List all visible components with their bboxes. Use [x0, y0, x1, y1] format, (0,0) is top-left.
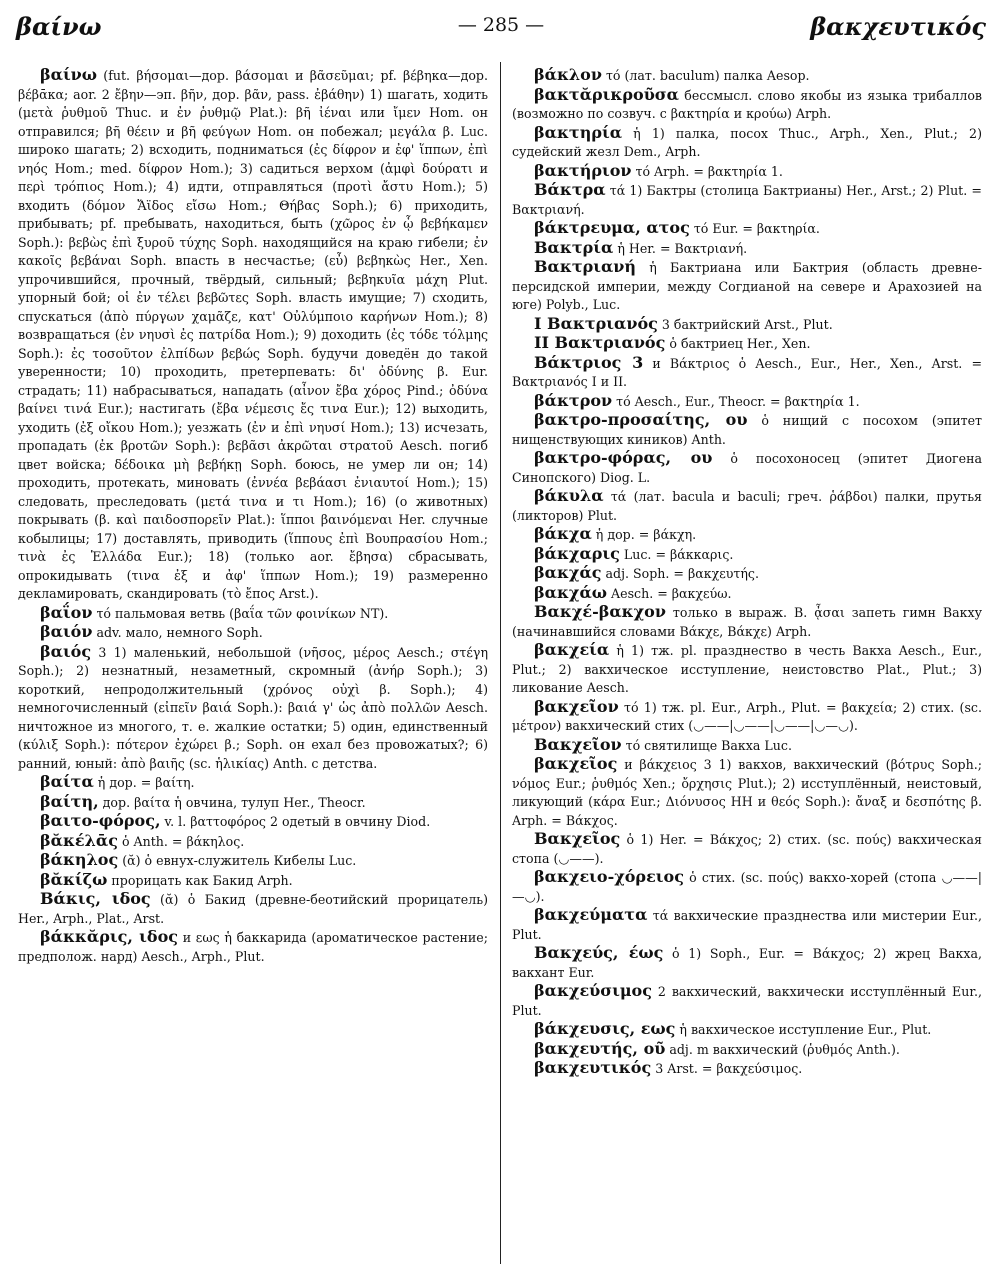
- dictionary-entry: [512, 487, 982, 525]
- entry-definition: adj. Soph. = βακχευτής.: [605, 566, 759, 581]
- dictionary-entry: [18, 812, 488, 832]
- entry-definition: (ᾰ) ὁ евнух-служитель Кибелы Luc.: [122, 853, 357, 868]
- entry-headword: βακχεία: [534, 640, 610, 659]
- entry-definition: ὁ 1) Soph., Eur. = Βάκχος; 2) жрец Вакха, вакхант Eur.: [512, 946, 983, 980]
- header-last-word: βακχευτικός: [810, 12, 986, 41]
- dictionary-entry: [512, 315, 982, 335]
- entry-definition: и εως ἡ баккарида (ароматическое растение; предполож. нард) Aesch., Arph., Plut.: [18, 930, 489, 964]
- dictionary-entry: [512, 944, 982, 982]
- entry-headword: βάκλον: [534, 65, 602, 84]
- dictionary-entry: [512, 698, 982, 736]
- entry-definition: τό 1) тж. pl. Eur., Arph., Plut. = βακχεία; 2) стих. (sc. μέτρον) вакхический стих (◡——|◡——|◡——|◡—◡).: [512, 699, 982, 733]
- entry-definition: v. l. βαττοφόρος 2 одетый в овчину Diod.: [164, 814, 431, 829]
- dictionary-entry: [18, 604, 488, 624]
- entry-headword: βακχεύματα: [534, 905, 648, 924]
- dictionary-entry: [18, 623, 488, 643]
- dictionary-entry: [512, 545, 982, 565]
- entry-definition: (ᾰ) ὁ Бакид (древне-беотийский прорицатель) Her., Arph., Plat., Arst.: [18, 892, 488, 926]
- entry-headword: βάκκᾰρις, ιδος: [40, 927, 179, 946]
- entry-definition: Luc. = βάκκαρις.: [623, 546, 734, 562]
- dictionary-entry: [512, 411, 982, 449]
- entry-definition: Aesch. = βακχεύω.: [611, 585, 732, 601]
- page-number: — 285 —: [457, 14, 545, 36]
- entry-definition: ἡ Бактриана или Бактрия (область древне-персидской империи, между Согдианой на севере и Арахозией на юге) Polyb., Luc.: [512, 260, 982, 312]
- entry-definition: τό Aesch., Eur., Theocr. = βακτηρία 1.: [616, 393, 860, 409]
- entry-definition: ὁ посохоносец (эпитет Диогена Синопского) Diog. L.: [512, 451, 982, 485]
- dictionary-entry: [512, 564, 982, 584]
- entry-headword: βᾰκίζω: [40, 869, 108, 889]
- entry-headword: βακχειο-χόρειος: [534, 867, 684, 886]
- dictionary-entry: [512, 219, 982, 239]
- column-divider: [500, 62, 501, 1264]
- entry-definition: τό (лат. baculum) палка Aesop.: [605, 68, 810, 83]
- dictionary-entry: [18, 871, 488, 891]
- entry-definition: τά 1) Бактры (столица Бактрианы) Her., Arst.; 2) Plut. = Βακτριανή.: [512, 183, 982, 217]
- entry-definition: и Βάκτριος ὁ Aesch., Eur., Her., Xen., Arst. = Βακτριανός I и II.: [512, 355, 983, 389]
- dictionary-entry: [512, 449, 982, 487]
- entry-headword: βάκηλος: [40, 850, 119, 869]
- dictionary-entry: [512, 906, 982, 944]
- entry-definition: ὁ стих. (sc. πούς) вакхо-хорей (стопа ◡——|—◡).: [512, 870, 982, 904]
- dictionary-entry: [512, 603, 982, 641]
- entry-headword: Βάκτρα: [534, 180, 606, 199]
- entry-definition: дор. βαίτα ἡ овчина, тулуп Her., Theocr.: [102, 794, 366, 810]
- entry-definition: и βάκχειος 3 1) вакхов, вакхический (βότρυς Soph.; νόμος Eur.; ῥυθμός Xen.; ὄρχησις Plut.); 2) исступлённый, неистовый, ликующий (κάρα Eur.; Διόνυσος HH и θεός Soph.): ἄναξ и δεσπότης β. Arph. = Βάκχος.: [512, 757, 982, 828]
- entry-headword: Βακχεῖον: [534, 734, 622, 754]
- entry-definition: бессмысл. слово якобы из языка трибаллов (возможно по созвуч. с βακτηρία и κρούω) Arph.: [512, 87, 982, 121]
- entry-headword: Βάκις, ιδος: [40, 889, 151, 908]
- dictionary-entry: [512, 641, 982, 698]
- entry-definition: ἡ Her. = Βακτριανή.: [617, 240, 748, 256]
- dictionary-entry: [512, 868, 982, 906]
- entry-definition: ὁ нищий с посохом (эпитет нищенствующих киников) Anth.: [512, 413, 982, 447]
- entry-headword: II Βακτριανός: [534, 333, 666, 352]
- entry-definition: 3 1) маленький, небольшой (νῆσος, μέρος Aesch.; στέγη Soph.); 2) незнатный, незаметный, скромный (ἀνήρ Soph.); 3) короткий, непродолжительный (χρόνος οὐχὶ β. Soph.); 4) немногочисленный (εἰπεῖν βαιά Soph.): βαιά γ' ὡς ἀπὸ πολλῶν Aesch. ничтожное из многого, т. е. жалкие остатки; 5) один, единственный (κύλιξ Soph.): πότερον ἐχώρει β.; Soph. он ехал без провожатых?; 6) ранний, юный: ἀπὸ βαιῆς (sc. ἡλικίας) Anth. с детства.: [18, 644, 488, 771]
- dictionary-entry: [512, 334, 982, 354]
- entry-definition: τά (лат. bacula и baculi; греч. ῥάβδοι) палки, прутья (ликторов) Plut.: [512, 489, 982, 523]
- dictionary-entry: [512, 392, 982, 412]
- entry-headword: βαίτα: [40, 772, 94, 791]
- entry-definition: τό Eur. = βακτηρία.: [693, 221, 820, 236]
- entry-headword: Βακτρία: [534, 237, 614, 257]
- entry-definition: τό святилище Вакха Luc.: [625, 737, 792, 753]
- dictionary-entry: [18, 643, 488, 774]
- dictionary-entry: [18, 66, 488, 604]
- entry-definition: ἡ дор. = βάκχη.: [595, 527, 697, 542]
- dictionary-entry: [18, 793, 488, 813]
- entry-headword: Βακτριανή: [534, 257, 637, 276]
- entry-headword: βάκυλα: [534, 486, 604, 505]
- entry-headword: βακχάς: [534, 563, 602, 582]
- entry-definition: τό Arph. = βακτηρία 1.: [635, 163, 783, 179]
- entry-headword: βακτᾰρικροῦσα: [534, 84, 679, 104]
- dictionary-entry: [512, 1020, 982, 1040]
- entry-headword: βακχευτής, οῦ: [534, 1038, 666, 1058]
- entry-headword: βακχεῖον: [534, 696, 619, 716]
- entry-definition: ἡ дор. = βαίτη.: [97, 775, 195, 790]
- entry-definition: прорицать как Бакид Arph.: [111, 872, 293, 888]
- entry-definition: τό пальмовая ветвь (βαΐα τῶν φοινίκων NT).: [96, 605, 389, 621]
- entry-definition: только в выраж. Β. ᾆσαι запеть гимн Вакху (начинавшийся словами Βάκχε, Βάκχε) Arph.: [512, 605, 983, 639]
- entry-headword: βαίνω: [40, 65, 98, 84]
- entry-definition: ὁ 1) Her. = Βάκχος; 2) стих. (sc. πούς) вакхическая стопа (◡——).: [512, 832, 982, 866]
- dictionary-entry: [512, 162, 982, 182]
- entry-headword: βαιτο-φόρος,: [40, 811, 161, 830]
- page-header: [16, 12, 986, 44]
- dictionary-entry: [512, 830, 982, 868]
- dictionary-entry: [18, 773, 488, 793]
- entry-headword: βαιός: [40, 641, 92, 661]
- entry-definition: adv. мало, немного Soph.: [96, 625, 263, 640]
- dictionary-entry: [512, 584, 982, 604]
- dictionary-entry: [512, 86, 982, 124]
- dictionary-entry: [512, 1059, 982, 1079]
- entry-headword: βακχεύσιμος: [534, 981, 652, 1000]
- entry-headword: Βάκτριος 3: [534, 352, 644, 372]
- entry-definition: 3 бактрийский Arst., Plut.: [661, 316, 833, 332]
- dictionary-entry: [512, 354, 982, 392]
- entry-headword: I Βακτριανός: [534, 313, 658, 333]
- dictionary-entry: [512, 66, 982, 86]
- entry-headword: βαΐον: [40, 602, 93, 622]
- entry-definition: adj. m вакхический (ῥυθμός Anth.).: [669, 1041, 900, 1057]
- entry-headword: βακχευτικός: [534, 1058, 652, 1077]
- left-column: [18, 66, 488, 966]
- entry-headword: βακτήριον: [534, 160, 632, 180]
- dictionary-entry: [512, 525, 982, 545]
- entry-definition: ὁ бактриец Her., Xen.: [669, 336, 811, 351]
- entry-headword: βάκχαρις: [534, 543, 620, 563]
- entry-headword: βακτρο-προσαίτης, ου: [534, 410, 748, 429]
- entry-definition: 3 Arst. = βακχεύσιμος.: [655, 1061, 803, 1076]
- entry-definition: ἡ вакхическое исступление Eur., Plut.: [679, 1022, 932, 1037]
- entry-definition: (fut. βήσομαι—дор. βάσομαι и βᾶσεῦμαι; pf. βέβηκα—дор. βέβᾱκα; aor. 2 ἔβην—эп. βῆν, дор. βᾶν, pass. ἐβάθην) 1) шагать, ходить (μετὰ ῥυθμοῦ Thuc. и ἐν ῥυθμῷ Plat.): βῆ ἰέναι или ἴμεν Hom. он отправился; βῆ θέειν и βῆ φεύγων Hom. он побежал; μεγάλα β. Luc. широко шагать; 2) всходить, подниматься (ἐς δίφρον и ἐφ' ἵππων, ἐπὶ νηός Hom.; med. δίφρον Hom.); 3) садиться верхом (ἀμφὶ δούρατι и περὶ τρόπιος Hom.); 4) идти, отправляться (προτὶ ἄστυ Hom.); 5) входить (δόμον Ἄϊδος εἴσω Hom.; Θήβας Soph.); 6) приходить, прибывать; pf. пребывать, находиться, быть (χῶρος ἐν ᾧ βεβήκαμεν Soph.): βεβὼς ἐπὶ ξυροῦ τύχης Soph. находящийся на краю гибели; ἐν κακοῖς βεβάναι Soph. впасть в несчастье; (εὖ) βεβηκὼς Her., Xen. упрочившийся, прочный, твёрдый, сильный; βεβηκυῖα μάχη Plut. упорный бой; οἱ ἐν τέλει βεβῶτες Soph. власть имущие; 7) сходить, спускаться (ἀπὸ πύργων χαμᾶζε, κατ' Οὐλύμποιο καρήνων Hom.); 8) возвращаться (ἐν νηυσὶ ἐς πατρίδα Hom.); 9) доходить (ἐς τόδε τόλμης Soph.): ἐς τοσοῦτον ἐλπίδων βεβώς Soph. будучи доведён до такой уверенности; 10) проходить, претерпевать: δι' ὀδύνης β. Eur. страдать; 11) набрасываться, нападать (αἶνον ἔβα χόρος Pind.; ὀδύνα βαίνει τινά Eur.); настигать (ἔβα νέμεσις ἔς τινα Eur.); 12) выходить, уходить (ἐξ οἴκου Hom.); уезжать (ἐν и ἐπὶ νηυσί Hom.); 13) исчезать, пропадать (ἐκ βροτῶν Soph.): βεβᾶσι ἀκρῶται στρατοῦ Aesch. погиб цвет войска; δέδοικα μὴ βεβήκῃ Soph. боюсь, не умер ли он; 14) проходить, протекать, миновать (ἐννέα βεβάασι ἐνιαυτοί Hom.); 15) следовать, преследовать (μετά τινα и τι Hom.); 16) (о животных) покрывать (β. καὶ παιδοσπορεῖν Plat.): ἵπποι βαινόμεναι Her. случные кобылицы; 17) доставлять, приводить (ἵππους ἐπὶ Βουπρασίου Hom.; τινὰ ἐς Ἑλλάδα Eur.); 18) (только aor. ἔβησα) сбрасывать, опрокидывать (τινα ἐξ и ἀφ' ἵππων Hom.); 19) размеренно декламировать, скандировать (τὸ ἔπος Arst.).: [18, 68, 488, 601]
- dictionary-entry: [18, 851, 488, 871]
- dictionary-entry: [512, 124, 982, 162]
- entry-definition: ἡ 1) тж. pl. празднество в честь Вакха Aesch., Eur., Plut.; 2) вакхическое исступление, неистовство Plat., Plut.; 3) ликование Aesch.: [512, 643, 982, 695]
- entry-definition: 2 вакхический, вакхически исступлённый Eur., Plut.: [512, 984, 982, 1018]
- dictionary-entry: [512, 1040, 982, 1060]
- dictionary-entry: [512, 736, 982, 756]
- dictionary-entry: [18, 832, 488, 852]
- dictionary-entry: [512, 239, 982, 259]
- entry-definition: τά вакхические празднества или мистерии Eur., Plut.: [512, 908, 982, 942]
- dictionary-entry: [512, 181, 982, 219]
- header-first-word: βαίνω: [16, 12, 102, 41]
- entry-headword: βάκτρευμα, ατος: [534, 218, 690, 237]
- dictionary-entry: [18, 890, 488, 928]
- entry-headword: βακχάω: [534, 582, 607, 602]
- right-column: [512, 66, 982, 1079]
- entry-headword: βαίτη,: [40, 791, 99, 811]
- dictionary-entry: [18, 928, 488, 966]
- entry-headword: βάκχευσις, εως: [534, 1019, 676, 1038]
- entry-headword: Βακχέ-βακχον: [534, 602, 666, 621]
- entry-definition: ἡ 1) палка, посох Thuc., Arph., Xen., Plut.; 2) судейский жезл Dem., Arph.: [512, 125, 982, 159]
- dictionary-entry: [512, 258, 982, 315]
- entry-headword: βᾰκέλᾱς: [40, 830, 118, 850]
- entry-definition: ὁ Anth. = βάκηλος.: [121, 833, 245, 849]
- entry-headword: Βακχεύς, έως: [534, 943, 664, 962]
- dictionary-entry: [512, 755, 982, 830]
- entry-headword: βάκτρον: [534, 390, 613, 410]
- entry-headword: βακχεῖος: [534, 754, 618, 773]
- entry-headword: βακτρο-φόρας, ου: [534, 448, 713, 467]
- entry-headword: βακτηρία: [534, 122, 623, 142]
- entry-headword: Βακχεῖος: [534, 829, 621, 848]
- dictionary-entry: [512, 982, 982, 1020]
- entry-headword: βαιόν: [40, 622, 93, 641]
- entry-headword: βάκχα: [534, 524, 592, 543]
